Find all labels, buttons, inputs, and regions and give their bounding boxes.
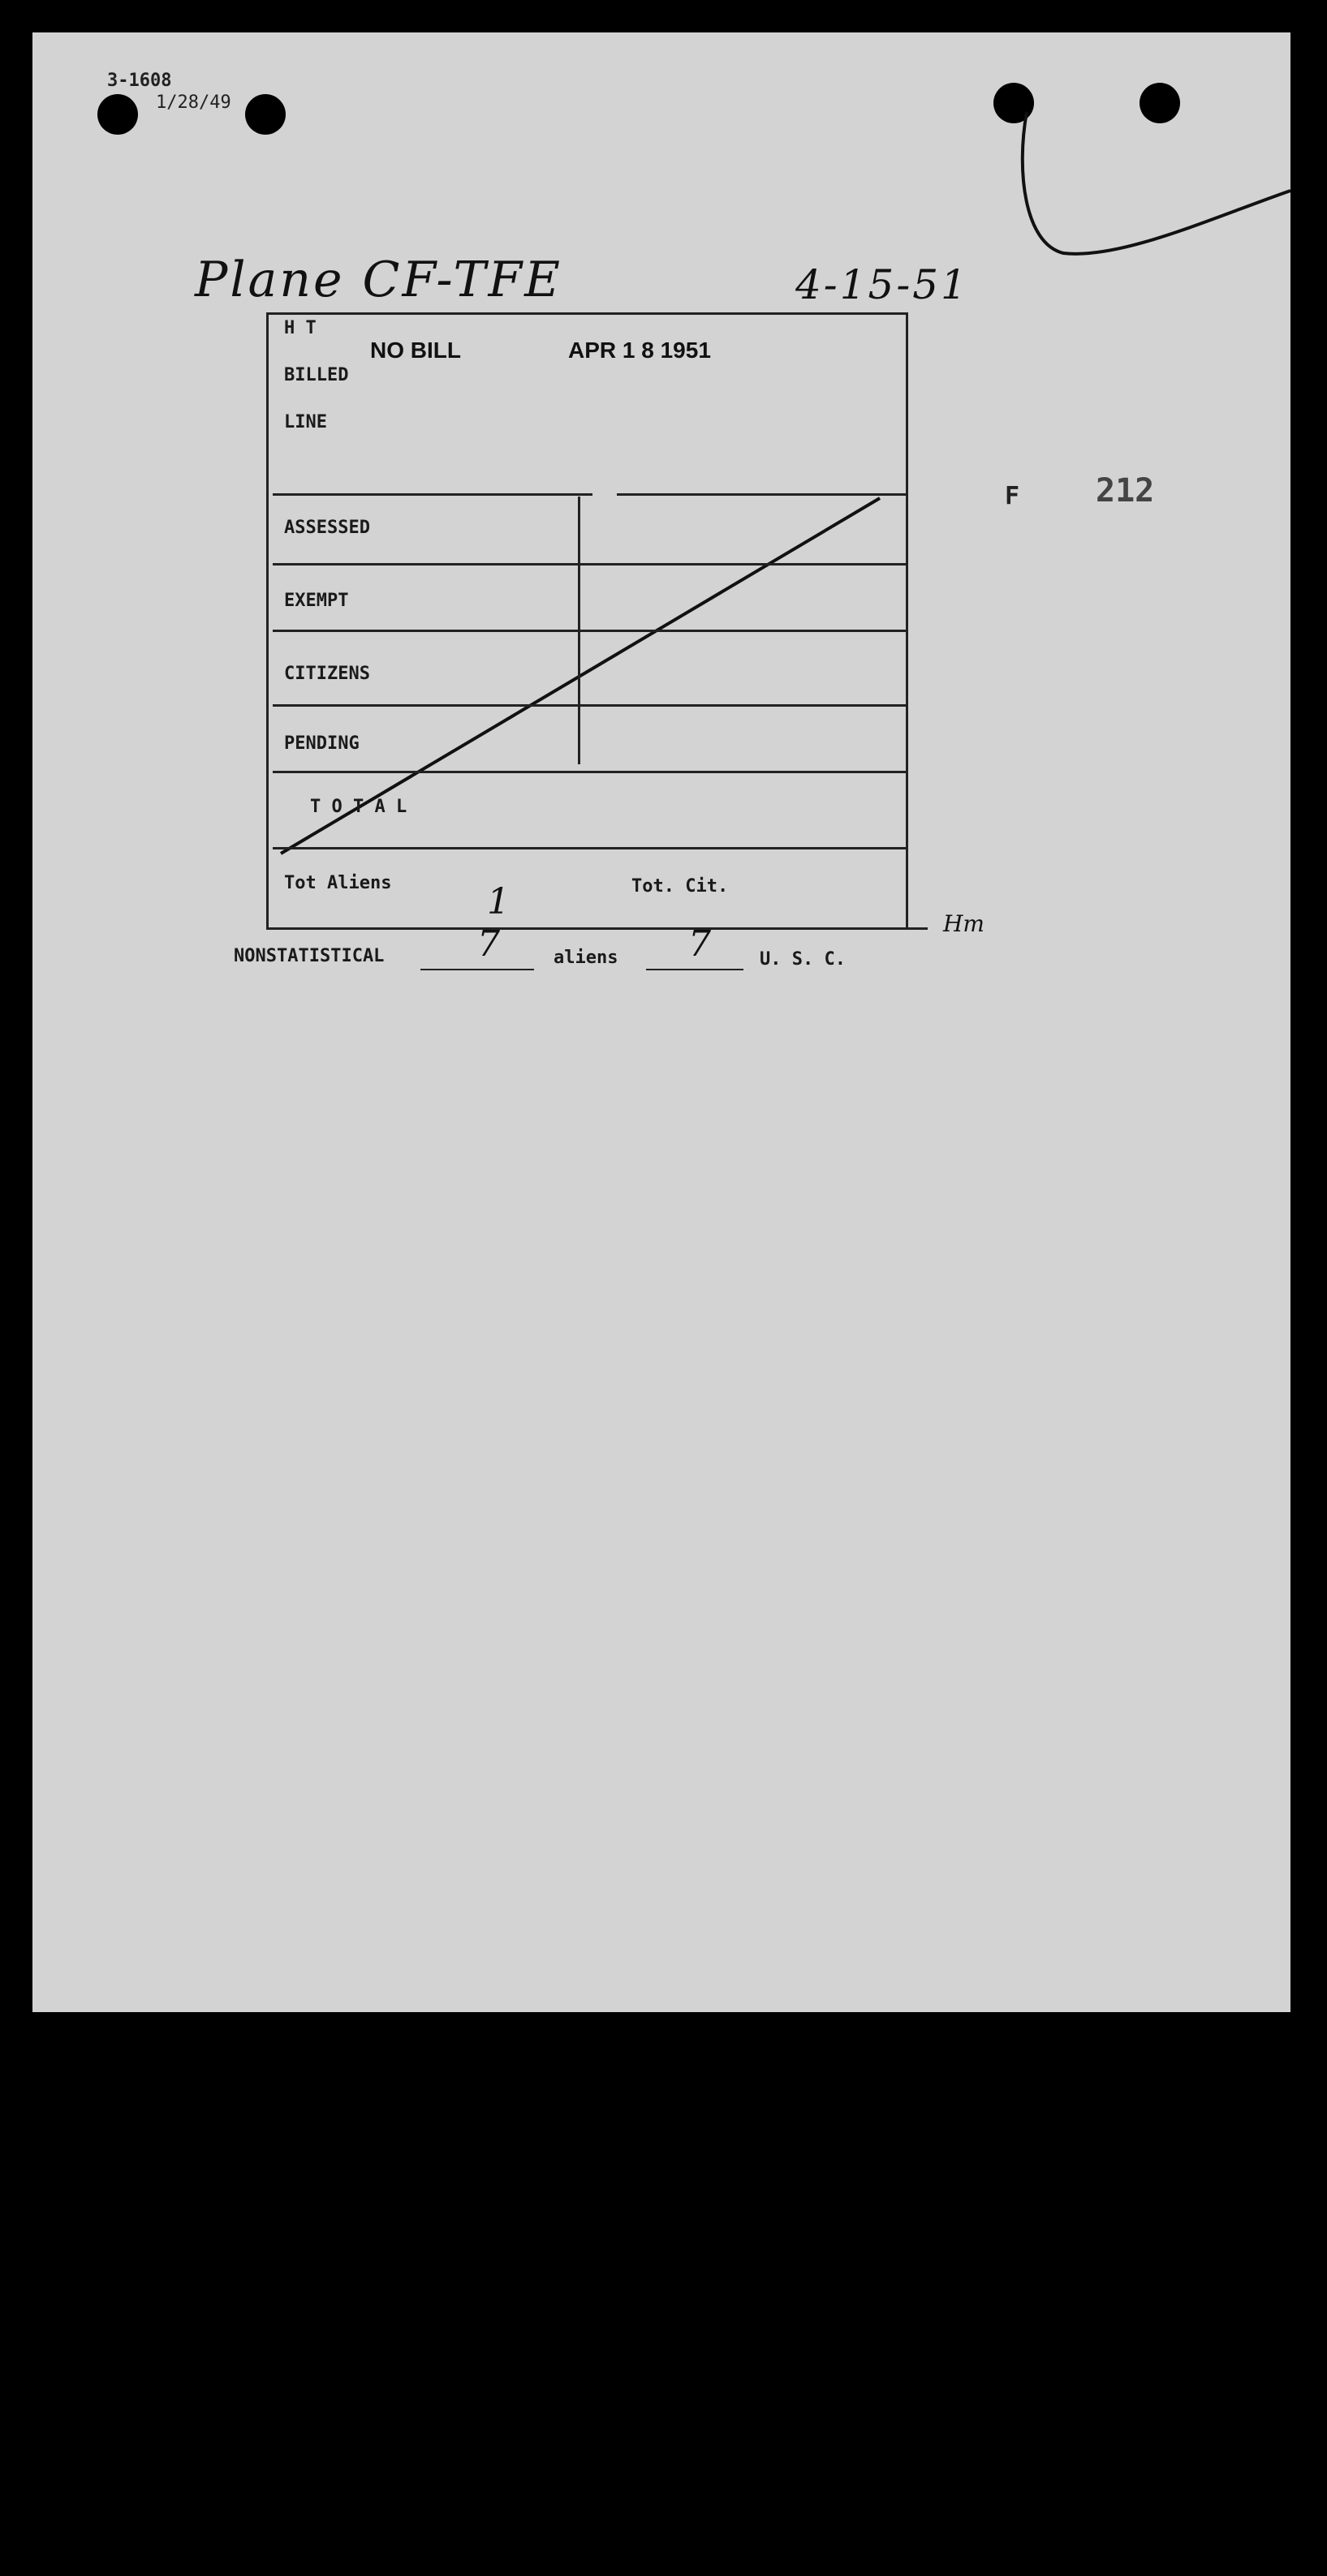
label-ht: H T (284, 318, 317, 338)
rule-citizens (273, 704, 906, 707)
label-assessed: ASSESSED (284, 518, 370, 538)
stamp-no-bill: NO BILL (370, 338, 461, 363)
form-code: 3-1608 (107, 71, 172, 91)
form-bottom-border (266, 927, 928, 930)
label-exempt: EXEMPT (284, 591, 349, 611)
rule-total (273, 847, 906, 849)
label-citizens: CITIZENS (284, 664, 370, 684)
rule-exempt (273, 630, 906, 632)
handwritten-nonstat-usc: 7 (688, 923, 711, 965)
file-mark-letter: F (1005, 482, 1020, 510)
label-aliens: aliens (554, 948, 618, 968)
stamp-received-date: APR 1 8 1951 (568, 338, 711, 363)
handwritten-initials: Hm (943, 910, 984, 937)
handwritten-date: 4-15-51 (795, 261, 969, 308)
label-total: T O T A L (310, 797, 407, 817)
label-nonstatistical: NONSTATISTICAL (234, 946, 385, 966)
label-line: LINE (284, 412, 327, 432)
rule-assessed (273, 563, 906, 566)
blank-nonstat-usc (646, 969, 743, 970)
pen-marks (32, 32, 1290, 2012)
rule-pending (273, 771, 906, 773)
label-billed: BILLED (284, 365, 349, 385)
handwritten-plane-id: Plane CF-TFE (195, 252, 562, 308)
form-date: 1/28/49 (156, 92, 231, 113)
form-left-border (266, 312, 269, 929)
handwritten-nonstat-aliens: 7 (477, 923, 500, 965)
rule-under-line (273, 493, 592, 496)
form-right-border (906, 312, 908, 929)
label-tot-cit: Tot. Cit. (631, 876, 729, 897)
file-number: 212 (1096, 472, 1155, 510)
label-usc: U. S. C. (760, 949, 846, 970)
pen-curve-top-right (1023, 112, 1290, 254)
rule-under-line-right (617, 493, 906, 496)
form-top-border (266, 312, 907, 315)
document-sheet (32, 32, 1290, 2012)
blank-nonstat-aliens (420, 969, 534, 970)
handwritten-tot-aliens: 1 (487, 881, 510, 922)
label-pending: PENDING (284, 733, 360, 754)
label-tot-aliens: Tot Aliens (284, 873, 392, 893)
